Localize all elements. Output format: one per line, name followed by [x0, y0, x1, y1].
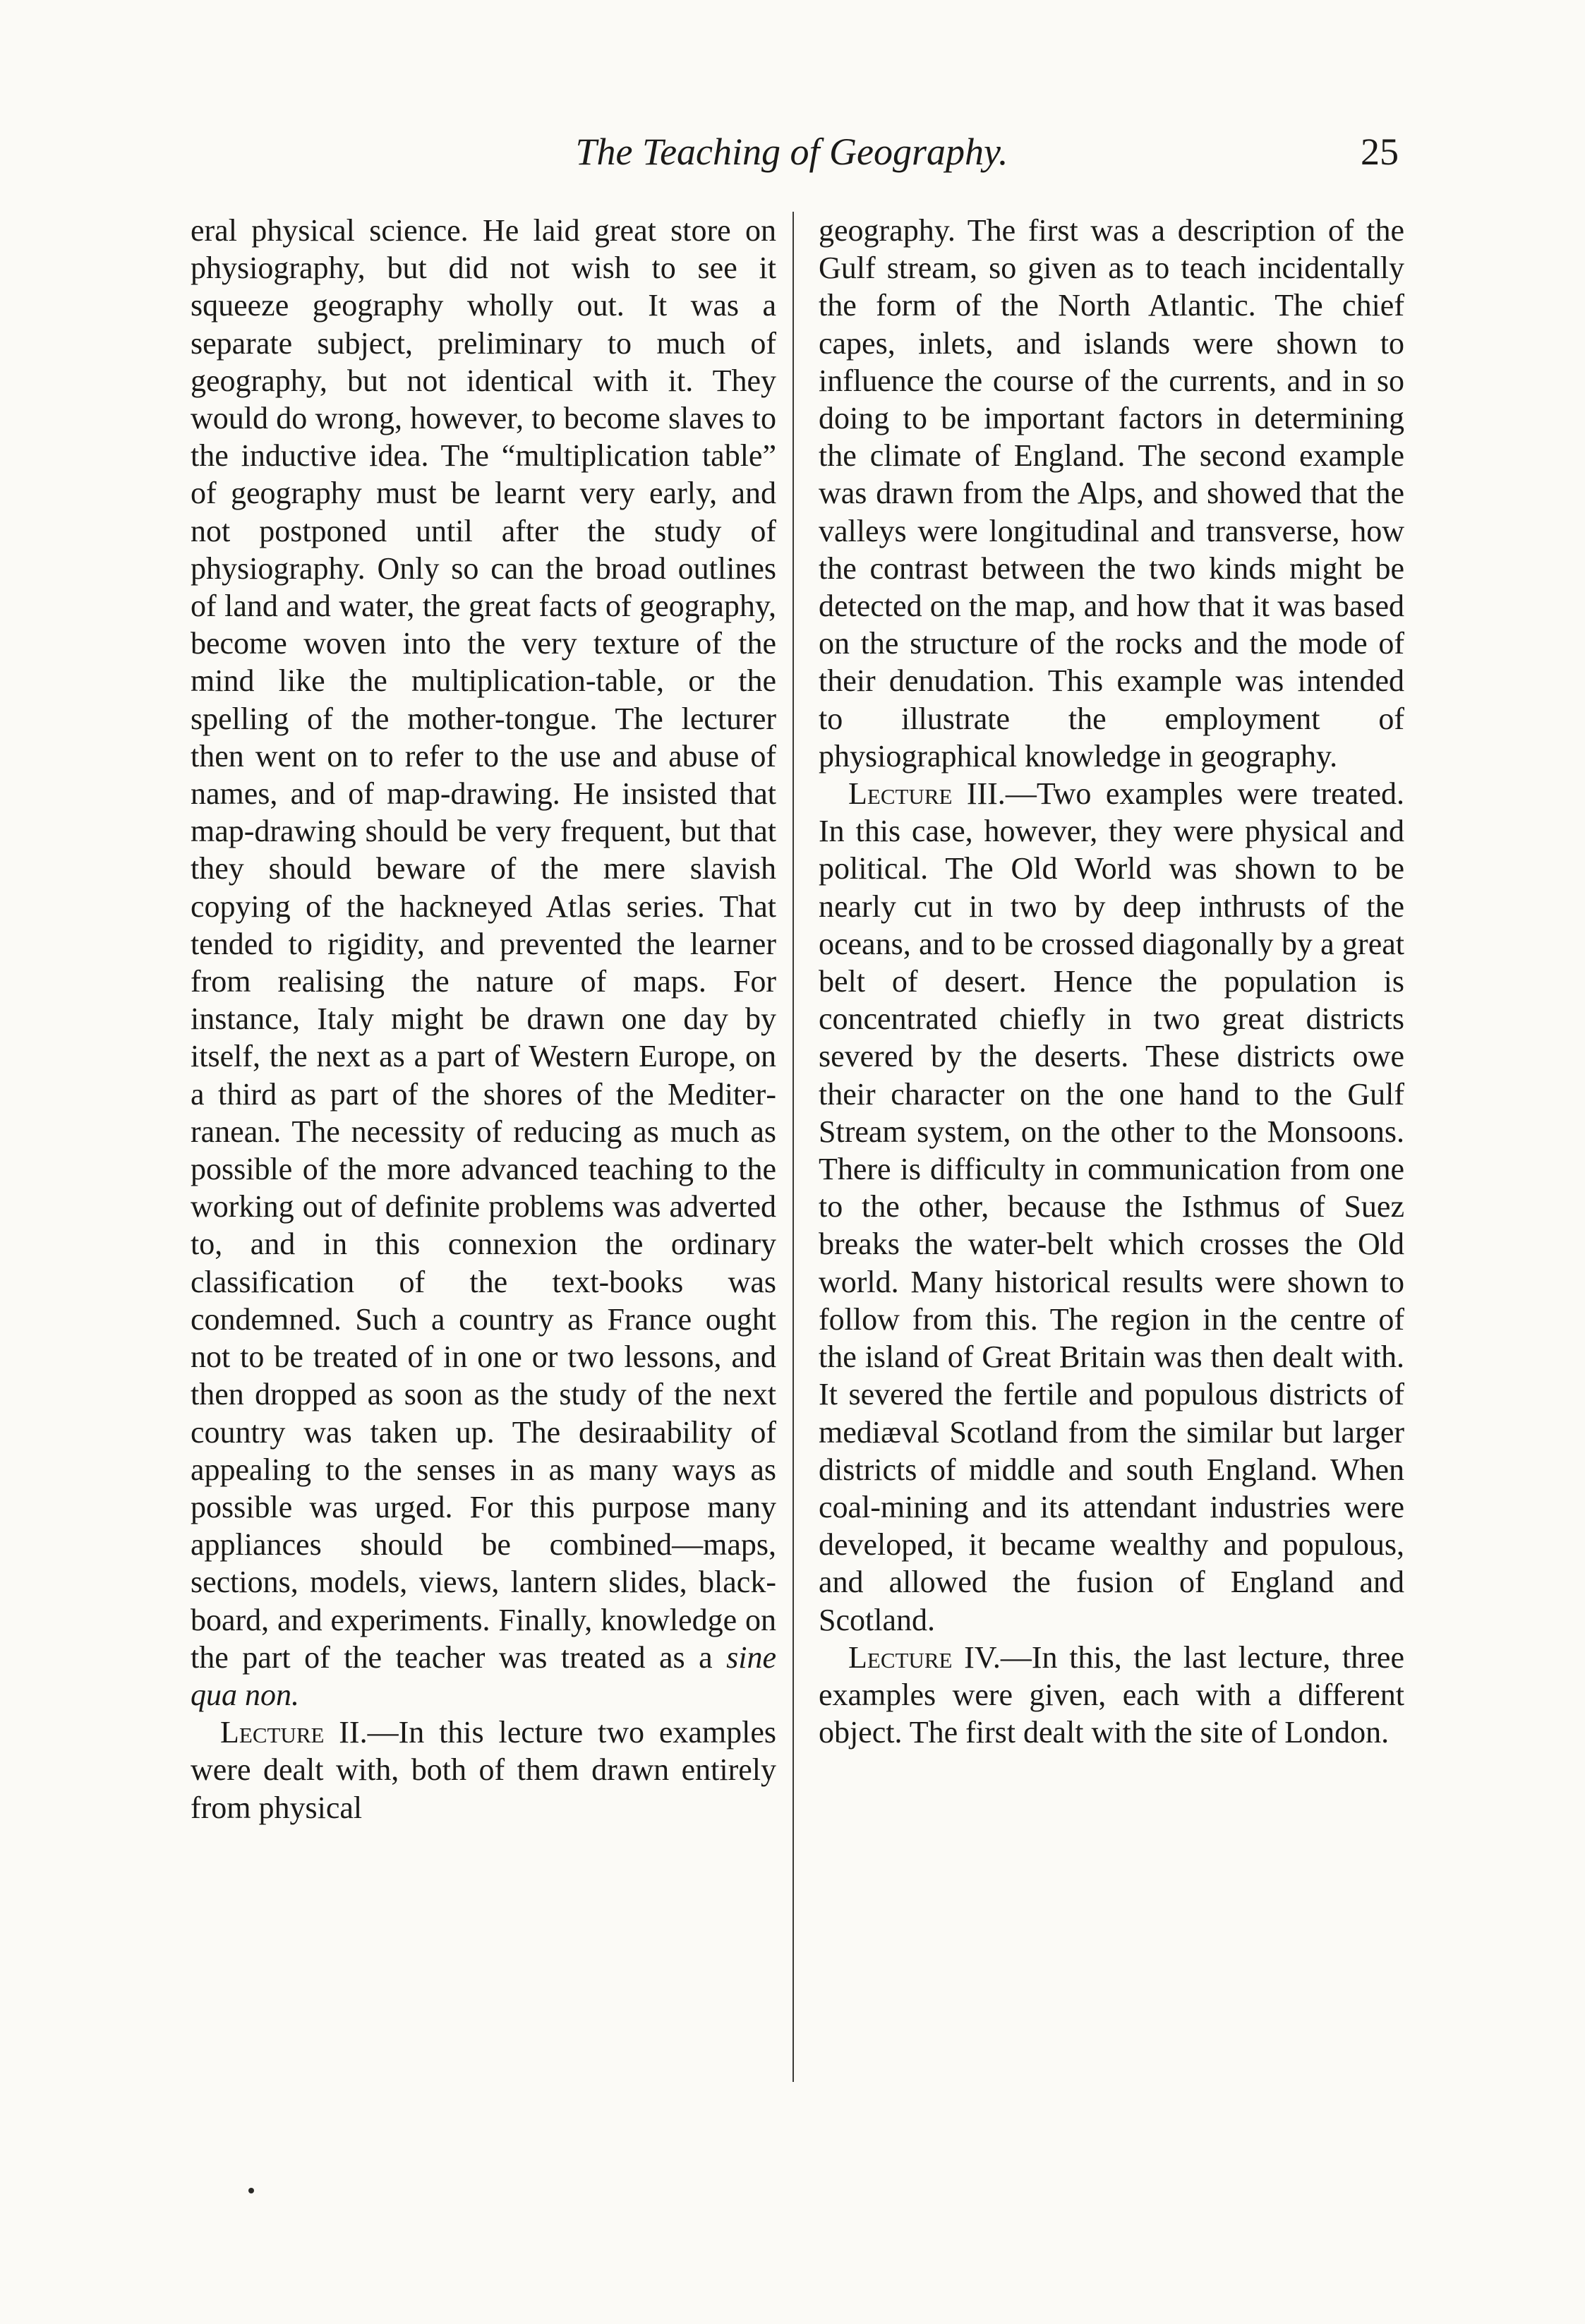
page-header — [185, 124, 1399, 180]
lecture-ii-label: Lecture II. — [220, 1715, 368, 1750]
left-paragraph-2-text: —In this lecture two examples were dealt with, both of them drawn entirely from physical — [191, 1715, 776, 1825]
right-paragraph-1-text: geography. The first was a description of the Gulf stream, so given as to teach incidentally the form of the North Atlantic. The chief capes, inlets, and islands were shown to influence the course of the currents, and in so doing to be important factors in determining the climate of England. The second example was drawn from the Alps, and showed that the valleys were longitudinal and transverse, how the contrast between the two kinds might be detected on the map, and how that it was based on the structure of the rocks and the mode of their denudation. This example was intended to illustrate the employment of physiographical knowledge in geography. — [819, 213, 1404, 773]
left-paragraph-1-text: eral physical science. He laid great store on physiography, but did not wish to see it squeeze geography wholly out. It was a separate subject, preliminary to much of geography, but not identical with it. They would do wrong, however, to become slaves to the inductive idea. The “multiplication table” of geography must be learnt very early, and not postponed until after the study of physiography. Only so can the broad outlines of land and water, the great facts of geography, become woven into the very texture of the mind like the multiplication-table, or the spelling of the mother-tongue. The lecturer then went on to refer to the use and abuse of names, and of map-drawing. He insisted that map-drawing should be very frequent, but that they should beware of the mere slavish copying of the hackneyed Atlas series. That tended to rigidity, and prevented the learner from realising the nature of maps. For instance, Italy might be drawn one day by itself, the next as a part of Western Europe, on a third as part of the shores of the Mediterranean. The necessity of reducing as much as possible of the more advanced teaching to the working out of definite problems was adverted to, and in this connexion the ordinary classification of the text-books was condemned. Such a country as France ought not to be treated of in one or two lessons, and then dropped as soon as the study of the next country was taken up. The desiraability of appealing to the senses in as many ways as possible was urged. For this purpose many appliances should be combined—maps, sections, models, views, lantern slides, blackboard, and experiments. Finally, knowledge on the part of the teacher was treated as a — [191, 213, 776, 1675]
left-paragraph-2 — [191, 1714, 776, 1826]
stray-dot-mark — [248, 2188, 254, 2193]
right-column — [819, 212, 1404, 2131]
lecture-iv-label: Lecture IV. — [848, 1639, 1001, 1675]
lecture-iii-label: Lecture III. — [848, 776, 1006, 812]
right-paragraph-3 — [819, 1639, 1404, 1752]
left-column — [191, 212, 776, 2131]
left-paragraph-1 — [191, 212, 776, 1714]
page-number: 25 — [1361, 131, 1399, 173]
column-divider — [792, 212, 794, 2082]
right-paragraph-2-text: —Two examples were treated. In this case, however, they were physical and political. The Old World was shown to be nearly cut in two by deep inthrusts of the oceans, and to be crossed diagonally by a great belt of desert. Hence the population is concentrated chiefly in two great districts severed by the deserts. These districts owe their character on the one hand to the Gulf Stream system, on the other to the Monsoons. There is difficulty in communication from one to the other, because the Isthmus of Suez breaks the water-belt which crosses the Old world. Many historical results were shown to follow from this. The region in the centre of the island of Great Britain was then dealt with. It severed the fertile and populous districts of mediæval Scotland from the similar but larger districts of middle and south England. When coal-mining and its attendant industries were developed, it became wealthy and populous, and allowed the fusion of England and Scotland. — [819, 776, 1404, 1637]
running-title: The Teaching of Geography. — [575, 131, 1008, 173]
italic-phrase: sine qua non. — [191, 1639, 776, 1712]
right-paragraph-2 — [819, 775, 1404, 1639]
right-paragraph-3-text: —In this, the last lecture, three examples were given, each with a different object. The first dealt with the site of London. — [819, 1639, 1404, 1750]
right-paragraph-1 — [819, 212, 1404, 775]
